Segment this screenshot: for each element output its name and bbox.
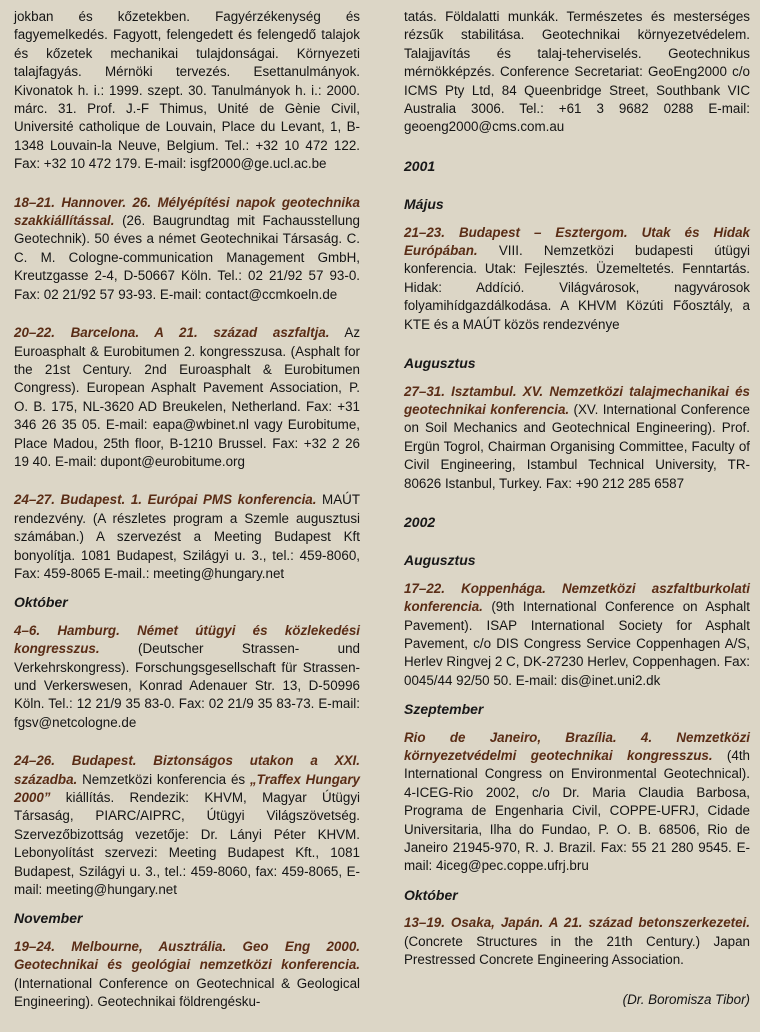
intro-paragraph: jokban és kőzetekben. Fagyérzékenység és fagyemelkedés. Fagyott, felengedett és felengedő talajok és kőzetek mechanikai tulajdonságai. Környezeti talajfagyás. Mérnöki tervezés. Esettanulmányok. Kivonatok h. i.: 1999. szept. 30. Tanulmányok h. i.: 2000. márc. 31. Prof. J.-F Thimus, Unité de Gènie Civil, Université catholique de Louvain, Place du Levant, 1, B-1348 Louvain-la Neuve, Belgium. Tel.: +32 10 472 122. Fax: +32 10 472 179. E-mail: isgf2000@ge.ucl.ac.be xyxy=(14,9,360,172)
event-body: kiállítás. Rendezik: KHVM, Magyar Útügyi Társaság, PIARC/AIPRC, Útügyi Világszövetség. Szervezőbizottság vezetője: Dr. Lányi Péter KHVM. Lebonyolítást szervezi: Meeting Budapest Kft., 1081 Budapest, Szilágyi u. 3., tel.: 459-8060, fax: 459-8065, E-mail: meeting@hungary.net xyxy=(14,790,360,898)
event-heading: 18–21. Hannover. 26. Mélyépítési napok geotechnika szakkiállítással. xyxy=(14,194,360,229)
month-heading: Május xyxy=(404,196,444,213)
month-heading: November xyxy=(14,910,83,927)
continued-paragraph: tatás. Földalatti munkák. Természetes és mesterséges rézsűk stabilitása. Geotechnikai környezetvédelem. Talajjavítás és talaj-teherviselés. Geotechnikus mérnökképzés. Conference Secretariat: GeoEng2000 c/o ICMS Pty Ltd, 84 Queenbridge Street, Southbank VIC Australia 3006. Tel.: +61 3 9682 0288 E-mail: geoeng2000@cms.com.au xyxy=(404,9,750,135)
event-body: MAÚT rendezvény. (A részletes program a Szemle augusztusi számában.) A szervezést a Meeting Budapest Kft bonyolítja. 1081 Budapest, Szilágyi u. 3., tel.: 459-8060, Fax: 459-8065 E-mail.: meeting@hungary.net xyxy=(14,492,360,581)
event-body: VIII. Nemzetközi budapesti útügyi konferencia. Utak: Fejlesztés. Üzemeltetés. Fenntartás. Hidak: Addíció. Világvárosok, nagyvárosok folyamihídgazdálkodása. A KHVM Közúti Főosztály, a KTE és a MAÚT közös rendezvénye xyxy=(404,243,750,332)
event-body: (Concrete Structures in the 21th Century.) Japan Prestressed Concrete Engineering Association. xyxy=(404,933,750,968)
event-entry xyxy=(404,914,750,969)
year-heading: 2002 xyxy=(404,513,436,530)
event-entry xyxy=(14,622,360,732)
event-body: (9th International Conference on Asphalt Pavement). ISAP International Society for Asphalt Pavement, c/o DIS Congress Service Coppenhagen A/S, Herlev Ringvej 2 C, DK-27230 Herlev, Coppenhagen. Fax: 0045/44 92/50 50. E-mail: dis@inet.uni2.dk xyxy=(404,599,750,688)
event-body: (26. Baugrundtag mit Fachausstellung Geotechnik). 50 éves a német Geotechnikai Társaság. C. C. M. Cologne-communication Management GmbH, Kreutzgasse 2-4, D-50667 Köln. Tel.: 02 21/92 57 93-0. Fax: 02 21/92 57 93-93. E-mail: contact@ccmkoeln.de xyxy=(14,213,360,302)
event-entry xyxy=(14,938,360,1012)
event-body: (4th International Congress on Environmental Geotechnical). 4-ICEG-Rio 2002, c/o Dr. Maria Claudia Barbosa, Programa de Engenharia Civil, COPPE-UFRJ, Cidade Universitaria, Ilha do Fundao, P. O. B. 68506, Rio de Janeiro 21945-970, R. J. Brazil. Fax: 55 21 280 9545. E-mail: 4iceg@pec.coppe.ufrj.bru xyxy=(404,748,751,874)
event-entry xyxy=(404,224,750,334)
right-column xyxy=(404,8,750,1010)
event-entry xyxy=(404,729,750,876)
event-heading: 24–27. Budapest. 1. Európai PMS konferencia. xyxy=(14,492,317,508)
month-heading: Október xyxy=(14,594,68,611)
year-heading: 2001 xyxy=(404,157,436,174)
event-heading: 4–6. Hamburg. Német útügyi és közlekedési kongresszus. xyxy=(14,622,360,657)
month-heading: Október xyxy=(404,886,458,903)
event-heading: 13–19. Osaka, Japán. A 21. század betonszerkezetei. xyxy=(404,915,750,931)
event-entry xyxy=(404,580,750,690)
event-heading: Rio de Janeiro, Brazília. 4. Nemzetközi környezetvédelmi geotechnikai kongresszus. xyxy=(404,729,750,763)
event-heading: 17–22. Koppenhága. Nemzetközi aszfaltburkolati konferencia. xyxy=(404,580,750,615)
event-body: (XV. International Conference on Soil Mechanics and Geotechnical Engineering). Prof. Ergün Togrol, Chairman Organising Committee, Faculty of Civil Engineering, Istambul Technical University, TR-80626 Istanbul, Turkey. Fax: +90 212 285 6587 xyxy=(404,401,750,491)
event-heading: 24–26. Budapest. Biztonságos utakon a XXI. századba. xyxy=(14,753,360,787)
event-heading: 27–31. Isztambul. XV. Nemzetközi talajmechanikai és geotechnikai konferencia. xyxy=(404,383,750,417)
event-heading: 19–24. Melbourne, Ausztrália. Geo Eng 2000. Geotechnikai és geológiai nemzetközi konferencia. xyxy=(14,938,360,973)
event-entry xyxy=(14,194,360,304)
event-entry xyxy=(14,324,360,471)
month-heading: Augusztus xyxy=(404,355,476,372)
event-heading: „Traffex Hungary 2000” xyxy=(14,771,360,806)
event-body: Az Euroasphalt & Eurobitumen 2. kongresszusa. (Asphalt for the 21st Century. 2nd Euroasphalt & Eurobitumen Congress). European Asphalt Pavement Association, P. O. B. 175, NL-3620 AD Breukelen, Netherland. Fax: +31 346 26 35 05. E-mail: eapa@wbinet.nl vagy Eurobitume, Place Madou, 25th floor, B-1210 Brussel. Fax: +32 2 26 19 40. E-mail: dupont@eurobitume.org xyxy=(14,325,361,469)
event-entry xyxy=(14,491,360,583)
event-body: (Deutscher Strassen- und Verkehrskongress). Forschungsgesellschaft für Strassen- und Verkerswesen, Konrad Adenauer Str. 13, D-50996 Köln. Tel.: 12 21/9 35 83-0. Fax: 02 21/9 35 83-73. E-mail: fgsv@netcologne.de xyxy=(14,641,360,730)
event-heading: 20–22. Barcelona. A 21. század aszfaltja. xyxy=(14,325,330,341)
left-column xyxy=(14,8,360,1032)
event-entry xyxy=(404,383,750,493)
event-heading: 21–23. Budapest – Esztergom. Utak és Hidak Európában. xyxy=(404,224,750,259)
event-body: (International Conference on Geotechnical & Geological Engineering). Geotechnikai földrengésku- xyxy=(14,975,360,1010)
month-heading: Augusztus xyxy=(404,552,476,569)
author-signature: (Dr. Boromisza Tibor) xyxy=(622,992,750,1008)
month-heading: Szeptember xyxy=(404,701,484,718)
event-entry xyxy=(14,752,360,899)
event-body: Nemzetközi konferencia és xyxy=(77,771,250,787)
